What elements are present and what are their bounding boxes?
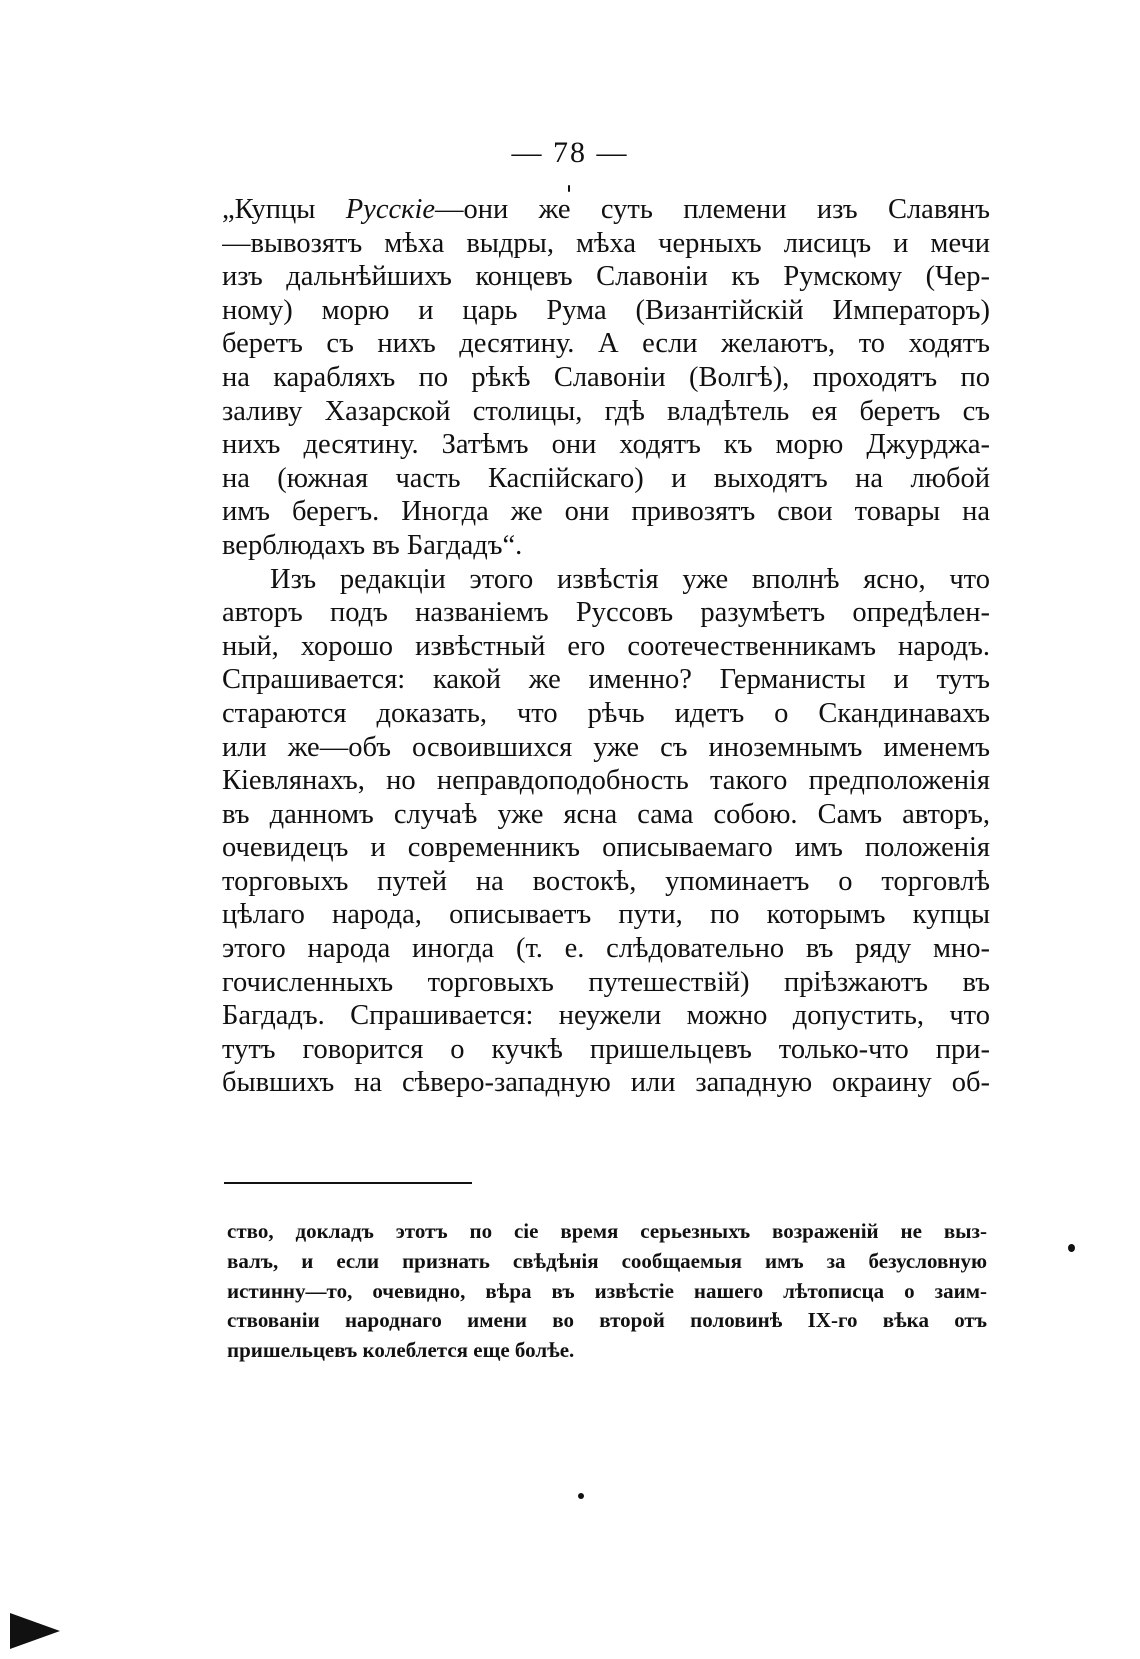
page-number: — 78 —	[511, 136, 629, 169]
text-line: на карабляхъ по рѣкѣ Славоніи (Волгѣ), проходятъ по	[222, 361, 990, 393]
text-line	[222, 193, 990, 227]
text-line: Багдадъ. Спрашивается: неужели можно допустить, что	[222, 1000, 990, 1032]
opening-quote: „	[222, 194, 235, 225]
text-line: гочисленныхъ торговыхъ путешествій) пріѣзжаютъ въ	[222, 966, 990, 998]
ink-speck	[578, 1493, 584, 1499]
text-line: Спрашивается: какой же именно? Германисты и тутъ	[222, 664, 990, 696]
text-line: ному) морю и царь Рума (Византійскій Императоръ)	[222, 294, 990, 326]
corner-arrow-mark	[10, 1613, 60, 1649]
text-line: ный, хорошо извѣстный его соотечественникамъ народъ.	[222, 630, 990, 662]
text-line: Изъ редакціи этого извѣстія уже вполнѣ ясно, что	[270, 563, 990, 595]
text-line: тутъ говорится о кучкѣ пришельцевъ только-что при-	[222, 1033, 990, 1065]
text-line: верблюдахъ въ Багдадъ“.	[222, 529, 523, 561]
footnote-line: истинну—то, очевидно, вѣра въ извѣстіе нашего лѣтописца о заим-	[227, 1278, 987, 1303]
ink-speck	[1068, 1244, 1075, 1252]
text-line: этого народа иногда (т. е. слѣдовательно въ ряду мно-	[222, 933, 990, 965]
footnote-divider	[224, 1182, 472, 1184]
footnote-line: валъ, и если признать свѣдѣнія сообщаемыя имъ за безусловную	[227, 1248, 987, 1273]
italic-word: Русскіе	[345, 194, 436, 225]
text-line: стараются доказать, что рѣчь идетъ о Скандинавахъ	[222, 697, 990, 729]
footnote-line: ство, докладъ этотъ по сіе время серьезныхъ возраженій не выз-	[227, 1219, 987, 1243]
ink-speck	[568, 185, 570, 192]
main-text	[222, 193, 990, 1100]
text-line: Кіевлянахъ, но неправдоподобность такого предположенія	[222, 765, 990, 797]
footnote-line: пришельцевъ колеблется еще болѣе.	[227, 1338, 575, 1363]
footnote	[227, 1217, 987, 1366]
opening-word: Купцы	[234, 194, 346, 225]
line1-rest: —они же суть племени изъ Славянъ	[435, 194, 990, 225]
text-line: имъ берегъ. Иногда же они привозятъ свои товары на	[222, 496, 990, 528]
text-line: заливу Хазарской столицы, гдѣ владѣтель ея беретъ съ	[222, 395, 990, 427]
text-line: —вывозятъ мѣха выдры, мѣха черныхъ лисицъ и мечи	[222, 227, 990, 259]
text-line: изъ дальнѣйшихъ концевъ Славоніи къ Румскому (Чер-	[222, 261, 990, 293]
text-line: авторъ подъ названіемъ Руссовъ разумѣетъ опредѣлен-	[222, 597, 990, 629]
text-line: бывшихъ на сѣверо-западную или западную окраину об-	[222, 1067, 990, 1099]
text-line: нихъ десятину. Затѣмъ они ходятъ къ морю Джурджа-	[222, 429, 990, 461]
text-line: цѣлаго народа, описываетъ пути, по которымъ купцы	[222, 899, 990, 931]
text-line: или же—объ освоившихся уже съ иноземнымъ именемъ	[222, 731, 990, 763]
text-line: беретъ съ нихъ десятину. А если желаютъ, то ходятъ	[222, 328, 990, 360]
text-line: въ данномъ случаѣ уже ясна сама собою. Самъ авторъ,	[222, 798, 990, 830]
footnote-line: ствованіи народнаго имени во второй половинѣ IX-го вѣка отъ	[227, 1308, 987, 1333]
text-line: очевидецъ и современникъ описываемаго имъ положенія	[222, 832, 990, 864]
text-line: торговыхъ путей на востокѣ, упоминаетъ о торговлѣ	[222, 865, 990, 897]
text-line: на (южная часть Каспійскаго) и выходятъ на любой	[222, 462, 990, 494]
